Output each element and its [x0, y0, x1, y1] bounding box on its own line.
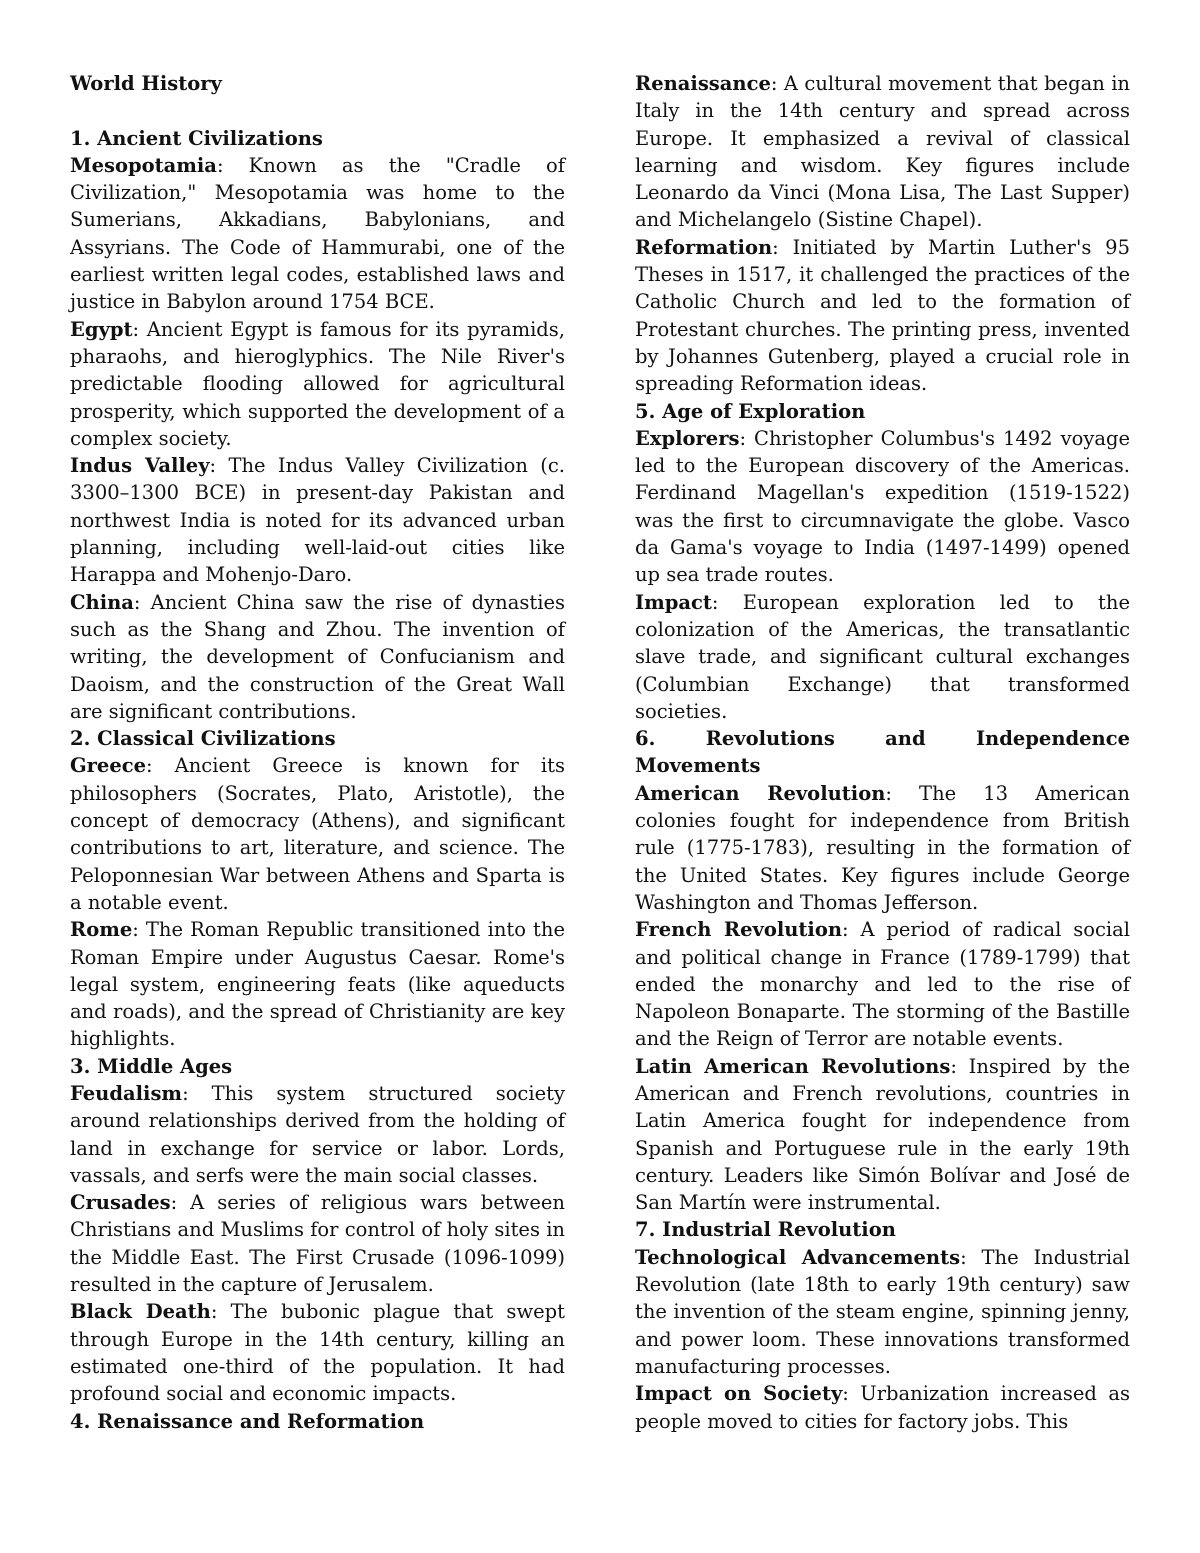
- entry-term: Black Death: [70, 1300, 211, 1324]
- entry-text: : European exploration led to the colonization of the Americas, the transatlantic slave trade, and significant cultural exchanges (Columbian Exchange) that transformed societies.: [635, 590, 1130, 723]
- left-column: [70, 70, 565, 1435]
- section-heading: 3. Middle Ages: [70, 1054, 233, 1078]
- entry-term: Crusades: [70, 1191, 171, 1215]
- entry-text: : Christopher Columbus's 1492 voyage led to the European discovery of the Americas. Ferdinand Magellan's expedition (1519-1522) was the first to circumnavigate the globe. Vasco da Gama's voyage to India (1497-1499) opened up sea trade routes.: [635, 426, 1130, 587]
- entry-text: : The 13 American colonies fought for independence from British rule (1775-1783), resulting in the formation of the United States. Key figures include George Washington and Thomas Jefferson.: [635, 781, 1130, 914]
- section-heading: 6. Revolutions and Independence Movements: [635, 727, 1130, 778]
- section-heading: 7. Industrial Revolution: [635, 1218, 896, 1242]
- entry-paragraph: [70, 152, 565, 316]
- entry-term: Explorers: [635, 426, 740, 450]
- entry-text: : This system structured society around relationships derived from the holding of land in exchange for service or labor. Lords, vassals, and serfs were the main social classes.: [70, 1081, 565, 1187]
- entry-text: : Urbanization increased as people moved to cities for factory jobs. This: [635, 1382, 1130, 1433]
- entry-text: : The Roman Republic transitioned into the Roman Empire under Augustus Caesar. Rome's legal system, engineering feats (like aqueducts and roads), and the spread of Christianity are key highlights.: [70, 918, 565, 1051]
- section-heading: 1. Ancient Civilizations: [70, 126, 323, 150]
- entry-paragraph: [635, 234, 1130, 398]
- entry-paragraph: [70, 452, 565, 588]
- entry-text: : The Industrial Revolution (late 18th to early 19th century) saw the invention of the steam engine, spinning jenny, and power loom. These innovations transformed manufacturing processes.: [635, 1245, 1131, 1378]
- entry-paragraph: [635, 1244, 1130, 1380]
- title-spacer: [70, 97, 565, 124]
- entry-text: : Inspired by the American and French revolutions, countries in Latin America fought for independence from Spanish and Portuguese rule in the early 19th century. Leaders like Simón Bolívar and José de San Martín were instrumental.: [635, 1054, 1130, 1215]
- section-heading: 2. Classical Civilizations: [70, 727, 336, 751]
- entry-text: : Initiated by Martin Luther's 95 Theses in 1517, it challenged the practices of the Catholic Church and led to the formation of Protestant churches. The printing press, invented by Johannes Gutenberg, played a crucial role in spreading Reformation ideas.: [635, 235, 1130, 396]
- entry-text: : The Indus Valley Civilization (c. 3300–1300 BCE) in present-day Pakistan and northwest India is noted for its advanced urban planning, including well-laid-out cities like Harappa and Mohenjo-Daro.: [70, 454, 566, 587]
- entry-term: Feudalism: [70, 1081, 183, 1105]
- entry-paragraph: [635, 916, 1130, 1052]
- entry-text: : Ancient China saw the rise of dynasties such as the Shang and Zhou. The invention of writing, the development of Confucianism and Daoism, and the construction of the Great Wall are significant contributions.: [70, 590, 565, 723]
- entry-text: : A series of religious wars between Christians and Muslims for control of holy sites in the Middle East. The First Crusade (1096-1099) resulted in the capture of Jerusalem.: [70, 1191, 565, 1297]
- entry-term: Reformation: [635, 235, 773, 259]
- entry-term: Impact: [635, 590, 712, 614]
- entry-term: Renaissance: [635, 72, 771, 95]
- section-heading: 4. Renaissance and Reformation: [70, 1409, 425, 1433]
- entry-text: : A cultural movement that began in Italy in the 14th century and spread across Europe. It emphasized a revival of classical learning and wisdom. Key figures include Leonardo da Vinci (Mona Lisa, The Last Supper) and Michelangelo (Sistine Chapel).: [635, 72, 1130, 232]
- entry-term: Technological Advancements: [635, 1245, 961, 1269]
- entry-paragraph: [70, 589, 565, 725]
- entry-paragraph: [70, 1080, 565, 1189]
- entry-text: : A period of radical social and political change in France (1789-1799) that ended the monarchy and led to the rise of Napoleon Bonaparte. The storming of the Bastille and the Reign of Terror are notable events.: [635, 918, 1130, 1051]
- entry-text: : The bubonic plague that swept through Europe in the 14th century, killing an estimated one-third of the population. It had profound social and economic impacts.: [70, 1300, 565, 1406]
- entry-term: Mesopotamia: [70, 153, 217, 177]
- entry-text: : Ancient Greece is known for its philosophers (Socrates, Plato, Aristotle), the concept of democracy (Athens), and significant contributions to art, literature, and science. The Peloponnesian War between Athens and Sparta is a notable event.: [70, 754, 565, 914]
- entry-term: French Revolution: [635, 918, 843, 942]
- entry-term: Rome: [70, 918, 133, 942]
- entry-term: Indus Valley: [70, 454, 210, 478]
- entry-paragraph: [635, 589, 1130, 725]
- right-column: [635, 70, 1130, 1435]
- entry-paragraph: [635, 425, 1130, 589]
- entry-text: : Known as the "Cradle of Civilization," Mesopotamia was home to the Sumerians, Akkadians, Babylonians, and Assyrians. The Code of Hammurabi, one of the earliest written legal codes, established laws and justice in Babylon around 1754 BCE.: [70, 153, 565, 314]
- entry-paragraph: [635, 1380, 1130, 1435]
- entry-term: Greece: [70, 754, 147, 778]
- entry-paragraph: [70, 1189, 565, 1298]
- entry-term: Latin American Revolutions: [635, 1054, 951, 1078]
- entry-paragraph: [70, 916, 565, 1052]
- entry-paragraph: [635, 1053, 1130, 1217]
- entry-paragraph: [70, 1298, 565, 1407]
- entry-paragraph: [70, 752, 565, 916]
- document-title: World History: [70, 72, 222, 95]
- entry-term: China: [70, 590, 134, 614]
- entry-paragraph: [635, 780, 1130, 916]
- entry-term: Impact on Society: [635, 1382, 843, 1406]
- section-heading: 5. Age of Exploration: [635, 399, 866, 423]
- entry-term: Egypt: [70, 317, 133, 341]
- entry-paragraph: [70, 316, 565, 452]
- entry-text: : Ancient Egypt is famous for its pyramids, pharaohs, and hieroglyphics. The Nile River's predictable flooding allowed for agricultural prosperity, which supported the development of a complex society.: [70, 317, 565, 450]
- entry-term: American Revolution: [635, 781, 886, 805]
- entry-paragraph: [635, 70, 1130, 234]
